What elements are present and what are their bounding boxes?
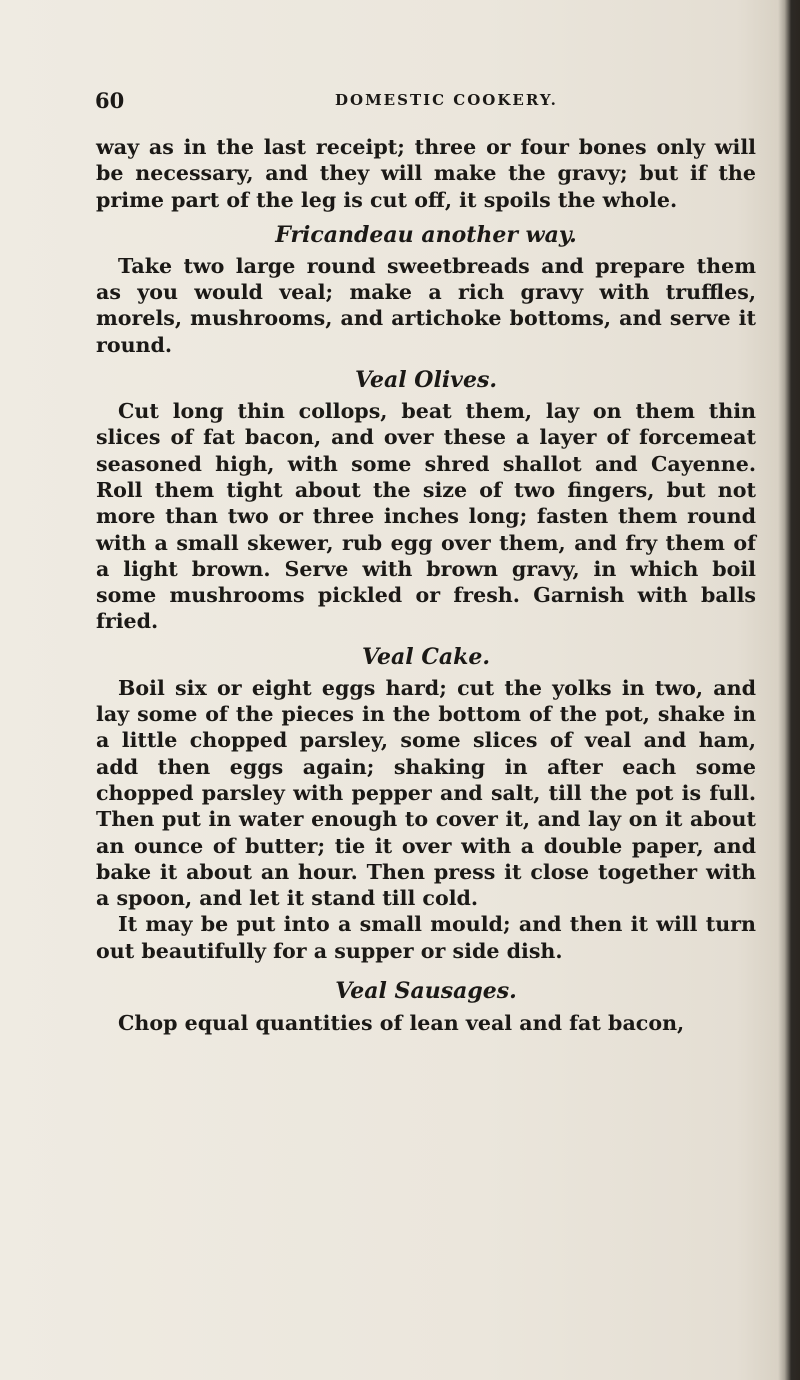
paragraph-veal-cake: Boil six or eight eggs hard; cut the yolks in two, and lay some of the pieces in the bottom of the pot, shake in a little chopped parsley, some slices of veal and ham, add then eggs again; shaking in after each some chopped parsley with pepper and salt, till the pot is full. Then put in water enough to cover it, and lay on it about an ounce of butter; tie it over with a double paper, and bake it about an hour. Then press it close together with a spoon, and let it stand till cold. bbox=[96, 675, 756, 911]
heading-veal-olives: Veal Olives. bbox=[354, 367, 498, 394]
page-binding-edge bbox=[778, 0, 800, 1380]
page-header bbox=[95, 88, 755, 118]
heading-fricandeau: Fricandeau another way. bbox=[275, 221, 577, 248]
paragraph-continued: way as in the last receipt; three or four bones only will be necessary, and they will make the gravy; but if the prime part of the leg is cut off, it spoils the whole. bbox=[96, 135, 756, 212]
paragraph-fricandeau: Take two large round sweetbreads and prepare them as you would veal; make a rich gravy with truffles, morels, mushrooms, and artichoke bottoms, and serve it round. bbox=[96, 253, 756, 357]
page-number: 60 bbox=[95, 88, 125, 113]
paragraph-veal-olives: Cut long thin collops, beat them, lay on them thin slices of fat bacon, and over these a layer of forcemeat seasoned high, with some shred shallot and Cayenne. Roll them tight about the size of two fingers, but not more than two or three inches long; fasten them round with a small skewer, rub egg over them, and fry them of a light brown. Serve with brown gravy, in which boil some mushrooms pickled or fresh. Garnish with balls fried. bbox=[96, 399, 756, 634]
paragraph-veal-cake-mould: It may be put into a small mould; and then it will turn out beautifully for a supper or side dish. bbox=[96, 912, 756, 963]
paragraph-veal-sausages: Chop equal quantities of lean veal and fat bacon, bbox=[118, 1011, 685, 1036]
heading-veal-sausages: Veal Sausages. bbox=[335, 978, 517, 1005]
running-head: DOMESTIC COOKERY. bbox=[335, 91, 558, 109]
heading-veal-cake: Veal Cake. bbox=[362, 643, 490, 670]
page-text bbox=[96, 134, 756, 1036]
